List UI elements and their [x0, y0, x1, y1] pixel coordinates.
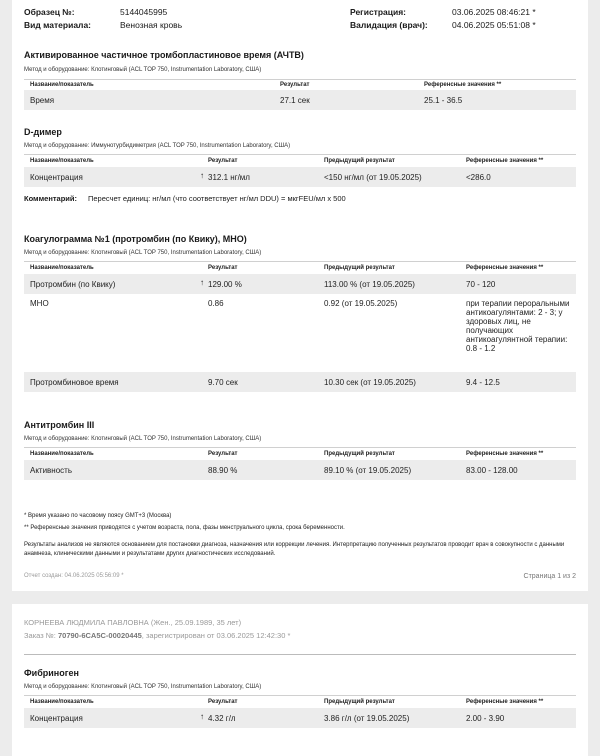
col-header-name: Название/показатель: [30, 82, 94, 88]
order-label: Заказ №:: [24, 631, 56, 640]
coag-title: Коагулограмма №1 (протромбин (по Квику), МНО): [24, 234, 247, 244]
row-prev: 10.30 сек (от 19.05.2025): [324, 378, 416, 387]
row-result: 4.32 г/л: [208, 714, 236, 723]
report-page-1: [12, 0, 588, 591]
row-result: 312.1 нг/мл: [208, 173, 250, 182]
row-prev: 3.86 г/л (от 19.05.2025): [324, 714, 410, 723]
row-prev: 89.10 % (от 19.05.2025): [324, 466, 412, 475]
row-result: 27.1 сек: [280, 96, 310, 105]
row-name: Протромбин (по Квику): [30, 280, 116, 289]
ddimer-title: D-димер: [24, 127, 62, 137]
row-result: 0.86: [208, 299, 224, 308]
col-header-name: Название/показатель: [30, 699, 94, 705]
col-header-result: Результат: [208, 451, 238, 457]
row-name: Концентрация: [30, 714, 83, 723]
row-name: Время: [30, 96, 55, 105]
validation-label: Валидация (врач):: [350, 20, 428, 30]
row-name: Концентрация: [30, 173, 83, 182]
row-prev: <150 нг/мл (от 19.05.2025): [324, 173, 422, 182]
order-number: 70790-6CA5C-00020445: [57, 631, 142, 640]
row-prev: 0.92 (от 19.05.2025): [324, 299, 398, 308]
col-header-ref: Референсные значения **: [466, 265, 544, 271]
row-name: Активность: [30, 466, 73, 475]
timezone-note: * Время указано по часовому поясу GMT+3 (Москва): [24, 513, 172, 519]
divider: [24, 654, 576, 655]
reference-note: ** Референсные значения приводятся с учетом возраста, пола, фазы менструального цикла, срока беременности.: [24, 525, 345, 531]
col-header-result: Результат: [208, 699, 238, 705]
report-page-2: [12, 604, 588, 756]
sample-label: Образец №:: [24, 7, 75, 17]
row-ref: 83.00 - 128.00: [466, 466, 518, 475]
row-ref: <286.0: [466, 173, 491, 182]
comment-label: Комментарий:: [24, 194, 78, 203]
col-header-name: Название/показатель: [30, 265, 94, 271]
col-header-prev: Предыдущий результат: [324, 265, 395, 271]
high-flag-icon: ↑: [200, 278, 204, 287]
aptt-method: Метод и оборудование: Клотинговый (ACL TOP 750, Instrumentation Laboratory, США): [24, 67, 262, 73]
row-prev: 113.00 % (от 19.05.2025): [324, 280, 415, 289]
table-row: [24, 167, 576, 187]
at3-title: Антитромбин III: [24, 420, 95, 430]
row-result: 88.90 %: [208, 466, 238, 475]
material-label: Вид материала:: [24, 20, 92, 30]
col-header-result: Результат: [280, 82, 310, 88]
report-created: Отчет создан: 04.06.2025 05:56:09 *: [24, 573, 124, 579]
row-result: 129.00 %: [208, 280, 242, 289]
coag-method: Метод и оборудование: Клотинговый (ACL TOP 750, Instrumentation Laboratory, США): [24, 250, 262, 256]
col-header-ref: Референсные значения **: [466, 699, 544, 705]
col-header-name: Название/показатель: [30, 158, 94, 164]
sample-value: 5144045995: [120, 7, 168, 17]
patient-info: КОРНЕЕВА ЛЮДМИЛА ПАВЛОВНА (Жен., 25.09.1989, 35 лет): [24, 618, 242, 627]
divider: [24, 79, 576, 80]
order-registered: , зарегистрирован от 03.06.2025 12:42:30 *: [141, 631, 291, 640]
row-name: МНО: [30, 299, 49, 308]
col-header-ref: Референсные значения **: [466, 158, 544, 164]
fib-method: Метод и оборудование: Клотинговый (ACL TOP 750, Instrumentation Laboratory, США): [24, 684, 262, 690]
col-header-ref: Референсные значения **: [466, 451, 544, 457]
col-header-result: Результат: [208, 265, 238, 271]
high-flag-icon: ↑: [200, 171, 204, 180]
row-ref: 2.00 - 3.90: [466, 714, 505, 723]
divider: [24, 447, 576, 448]
at3-method: Метод и оборудование: Клотинговый (ACL TOP 750, Instrumentation Laboratory, США): [24, 436, 262, 442]
col-header-result: Результат: [208, 158, 238, 164]
divider: [24, 261, 576, 262]
high-flag-icon: ↑: [200, 712, 204, 721]
comment-text: Пересчет единиц: нг/мл (что соответствует нг/мл DDU) = мкгFEU/мл x 500: [88, 194, 346, 203]
col-header-name: Название/показатель: [30, 451, 94, 457]
row-result: 9.70 сек: [208, 378, 238, 387]
registration-label: Регистрация:: [350, 7, 407, 17]
validation-value: 04.06.2025 05:51:08 *: [452, 20, 536, 30]
col-header-prev: Предыдущий результат: [324, 451, 395, 457]
divider: [24, 154, 576, 155]
col-header-ref: Референсные значения **: [424, 82, 502, 88]
aptt-title: Активированное частичное тромбопластиновое время (АЧТВ): [24, 50, 304, 60]
registration-value: 03.06.2025 08:46:21 *: [452, 7, 536, 17]
page-number: Страница 1 из 2: [523, 573, 576, 580]
row-ref: 25.1 - 36.5: [424, 96, 463, 105]
disclaimer: Результаты анализов не являются основанием для постановки диагноза, назначения или коррекции лечения. Интерпретацию полученных результатов проводит врач в совокупности с данными анамнеза, клиническими данными и результатами других диагностических исследований.: [24, 542, 565, 557]
divider: [24, 695, 576, 696]
material-value: Венозная кровь: [120, 20, 183, 30]
row-ref-wrapped: при терапии пероральными антикоагулянтами: 2 - 3; у здоровых лиц, не получающих антикоагулянтной терапии: 0.8 - 1.2: [466, 299, 570, 353]
col-header-prev: Предыдущий результат: [324, 699, 395, 705]
row-ref: 70 - 120: [466, 280, 496, 289]
row-ref: 9.4 - 12.5: [466, 378, 500, 387]
order-line: [24, 631, 290, 640]
row-name: Протромбиновое время: [30, 378, 119, 387]
fib-title: Фибриноген: [24, 668, 79, 678]
col-header-prev: Предыдущий результат: [324, 158, 395, 164]
ddimer-method: Метод и оборудование: Иммунотурбидиметрия (ACL TOP 750, Instrumentation Laboratory, США): [24, 143, 291, 149]
